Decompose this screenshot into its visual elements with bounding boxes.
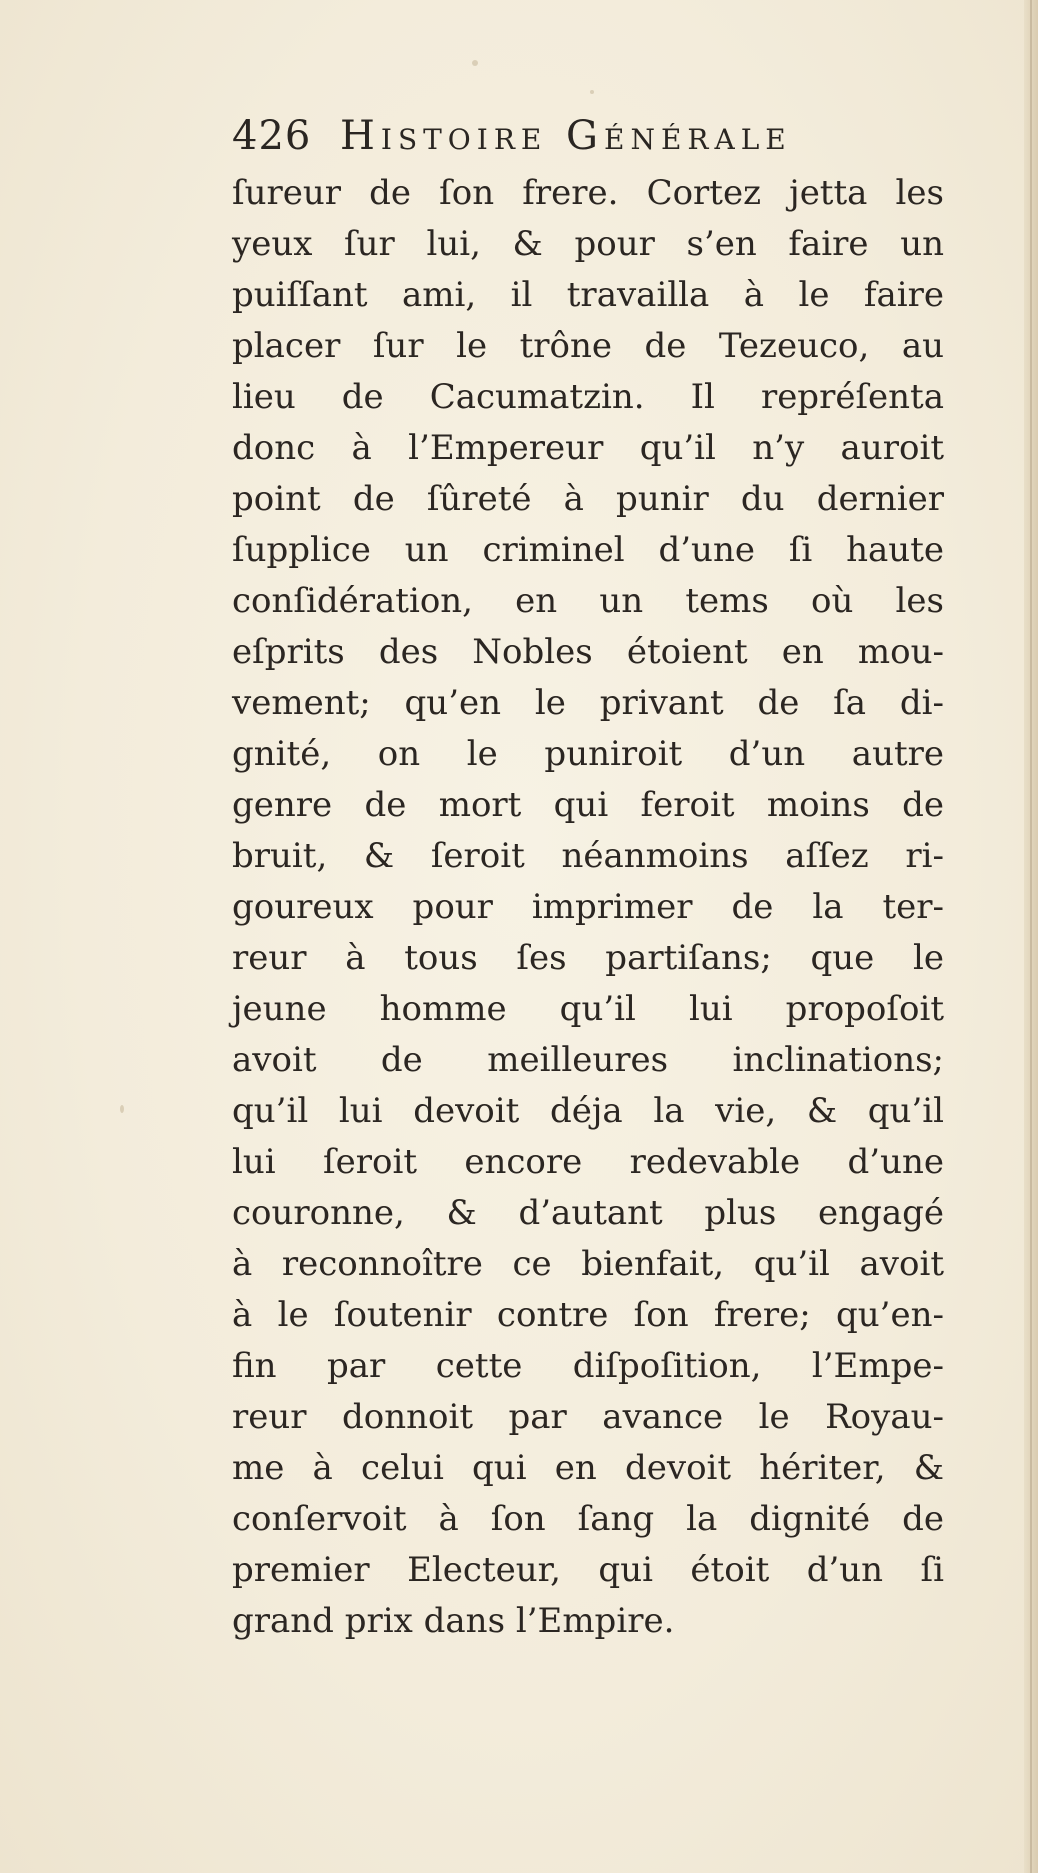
paper-speck [472, 60, 478, 66]
text-line: fin par cette diſpoſition, l’Empe- [232, 1346, 944, 1386]
text-line: yeux ſur lui, & pour s’en faire un [232, 224, 944, 264]
text-line: me à celui qui en devoit hériter, & [232, 1448, 944, 1488]
text-line: bruit, & ſeroit néanmoins aſſez ri- [232, 836, 944, 876]
page-number: 426 [232, 113, 312, 159]
text-line: puiſſant ami, il travailla à le faire [232, 275, 944, 315]
text-line: point de ſûreté à punir du dernier [232, 479, 944, 519]
text-line: ſureur de ſon frere. Cortez jetta les [232, 173, 944, 213]
text-line: à le ſoutenir contre ſon frere; qu’en- [232, 1295, 944, 1335]
text-line: à reconnoître ce bienfait, qu’il avoit [232, 1244, 944, 1284]
text-line: jeune homme qu’il lui propoſoit [232, 989, 944, 1029]
paper-speck [120, 1105, 124, 1113]
text-line: couronne, & d’autant plus engagé [232, 1193, 944, 1233]
text-line: lui ſeroit encore redevable d’une [232, 1142, 944, 1182]
text-line: eſprits des Nobles étoient en mou- [232, 632, 944, 672]
page-header [232, 108, 932, 164]
text-line: avoit de meilleures inclinations; [232, 1040, 944, 1080]
running-head: Histoire Générale [340, 113, 792, 159]
text-line: grand prix dans l’Empire. [232, 1601, 675, 1641]
paper-speck [590, 90, 594, 94]
page-edge-line [1030, 0, 1032, 1873]
text-line: goureux pour imprimer de la ter- [232, 887, 944, 927]
text-line: reur à tous ſes partiſans; que le [232, 938, 944, 978]
text-line: vement; qu’en le privant de ſa di- [232, 683, 944, 723]
text-line: genre de mort qui feroit moins de [232, 785, 944, 825]
text-line: gnité, on le puniroit d’un autre [232, 734, 944, 774]
text-line: donc à l’Empereur qu’il n’y auroit [232, 428, 944, 468]
text-line: reur donnoit par avance le Royau- [232, 1397, 944, 1437]
text-line: placer ſur le trône de Tezeuco, au [232, 326, 944, 366]
text-line: lieu de Cacumatzin. Il repréſenta [232, 377, 944, 417]
text-line: premier Electeur, qui étoit d’un ſi [232, 1550, 944, 1590]
text-body [232, 168, 944, 1647]
text-line: conſidération, en un tems où les [232, 581, 944, 621]
text-line: ſupplice un criminel d’une ſi haute [232, 530, 944, 570]
text-line: qu’il lui devoit déja la vie, & qu’il [232, 1091, 944, 1131]
text-line: conſervoit à ſon ſang la dignité de [232, 1499, 944, 1539]
